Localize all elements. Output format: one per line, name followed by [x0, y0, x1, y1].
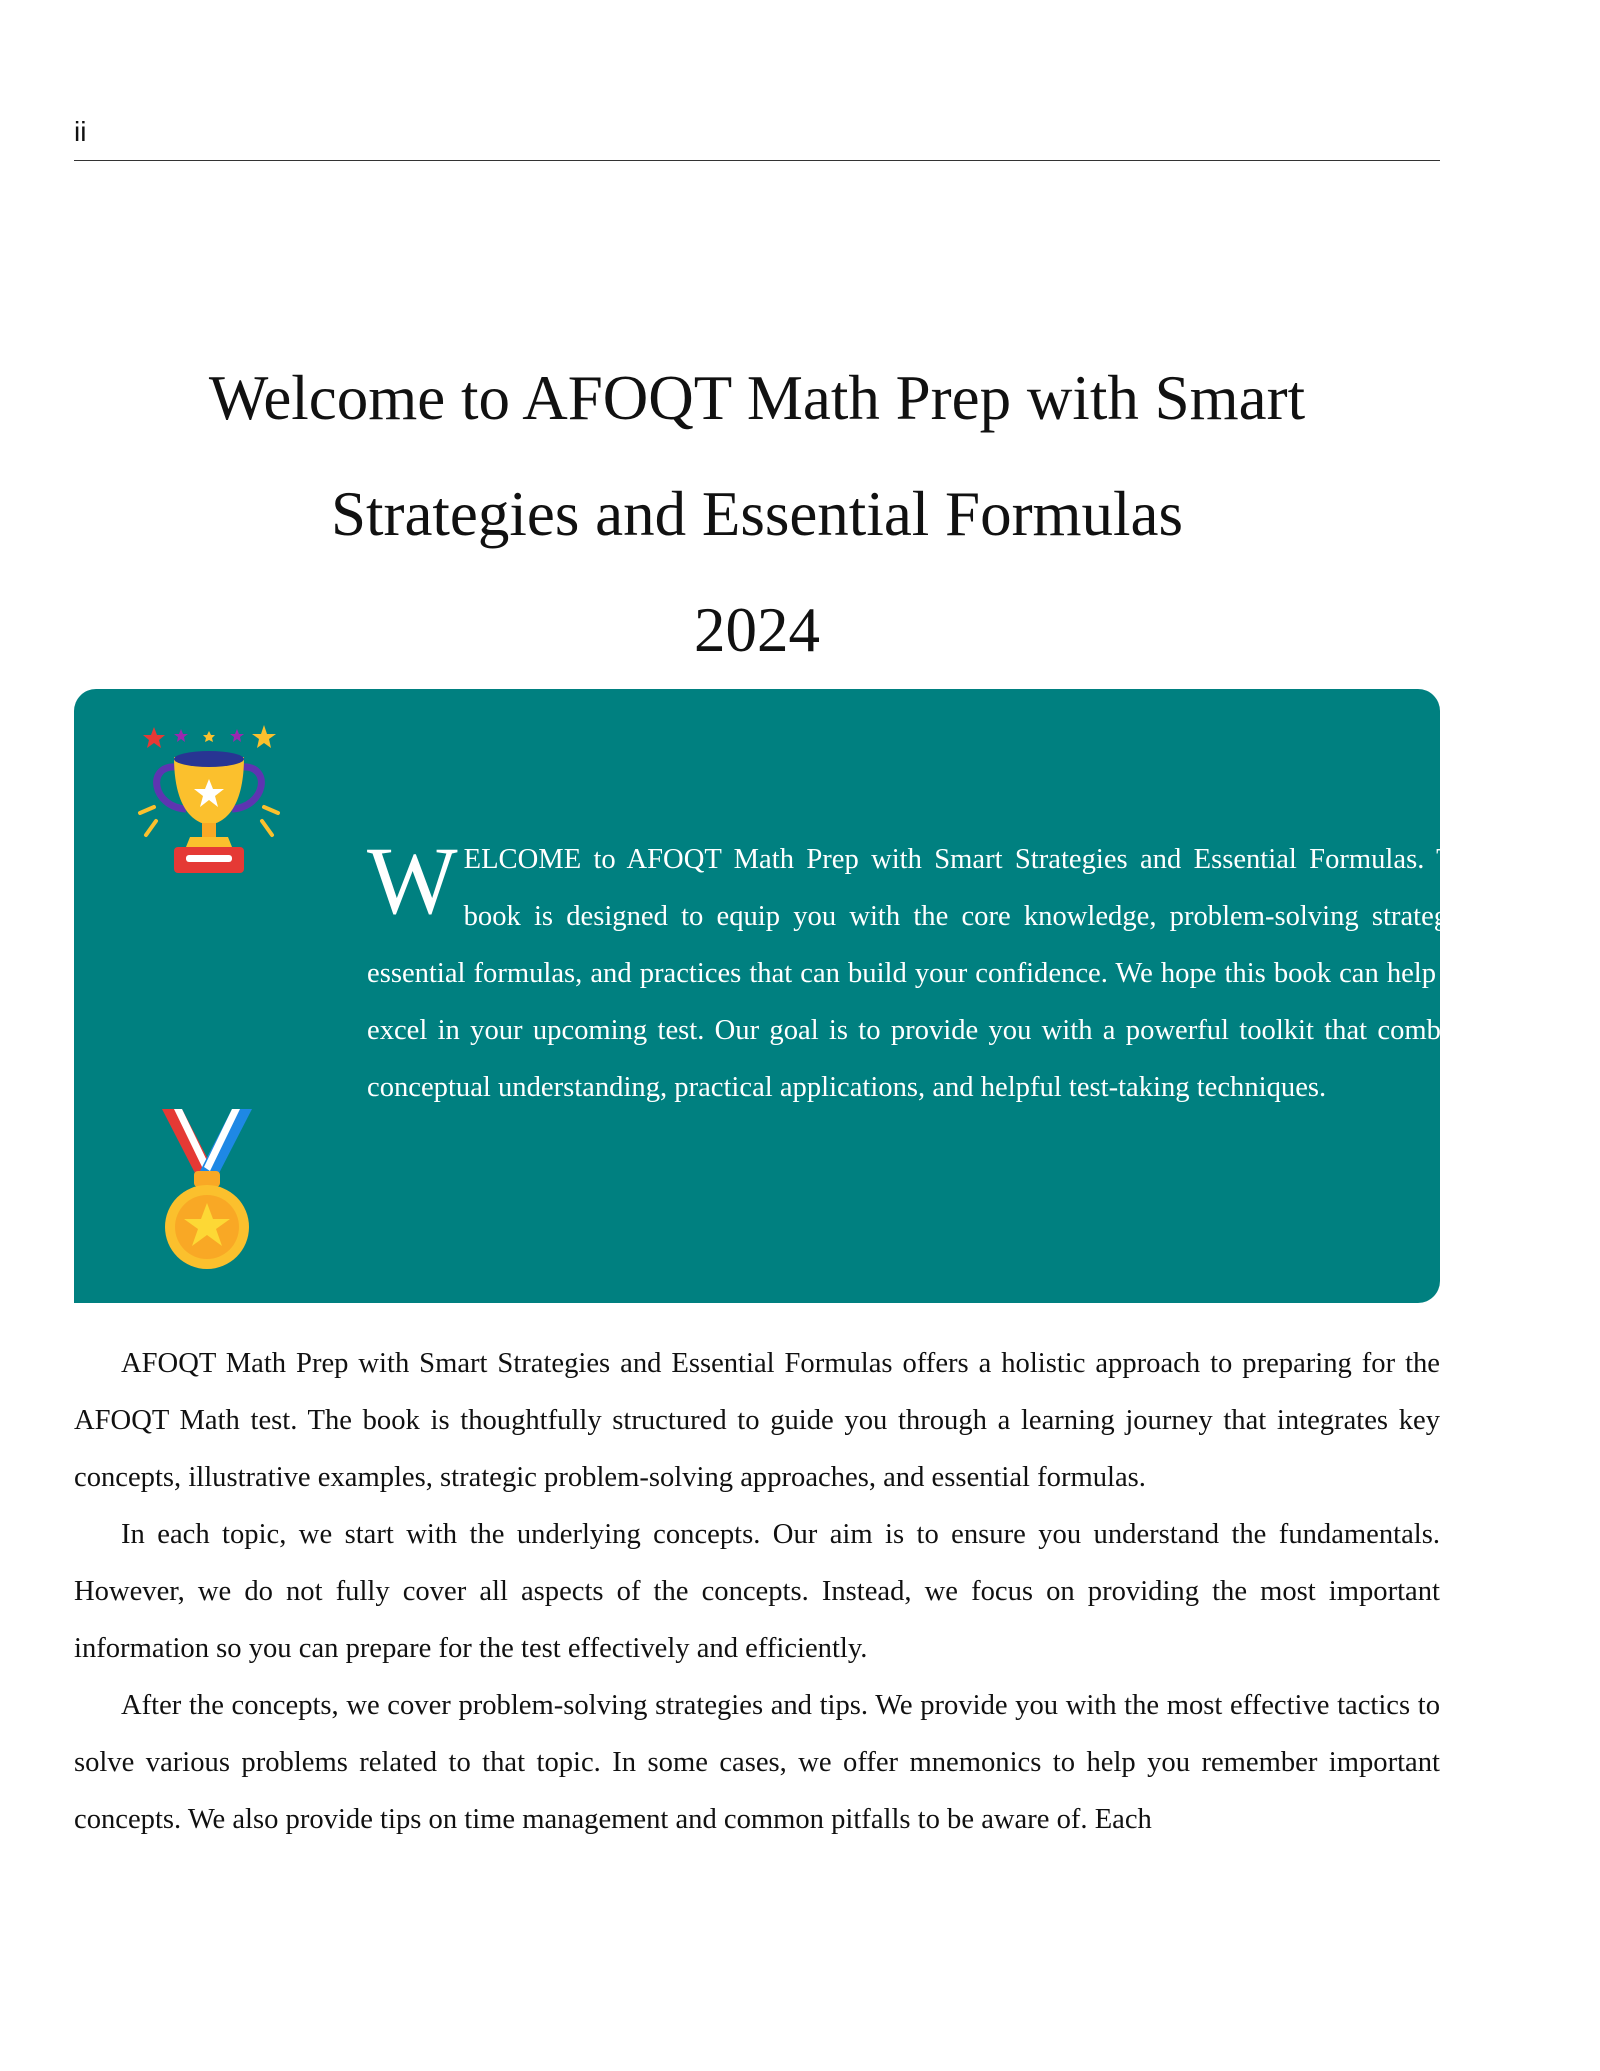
page-title	[74, 340, 1440, 688]
title-year: 2024	[694, 595, 820, 665]
title-line-2: Strategies and Essential Formulas	[330, 479, 1184, 549]
body-paragraph-1: AFOQT Math Prep with Smart Strategies and Essential Formulas offers a holistic approach to preparing for the AFOQT Math test. The book is thoughtfully structured to guide you through a learning journey that integrates key concepts, illustrative examples, strategic problem-solving approaches, and essential formulas.	[74, 1348, 1440, 1493]
medal-icon	[152, 1109, 262, 1274]
body-paragraph-3: After the concepts, we cover problem-solving strategies and tips. We provide you with the most effective tactics to solve various problems related to that topic. In some cases, we offer mnemonics to help you remember important concepts. We also provide tips on time management and common pitfalls to be aware of. Each	[74, 1690, 1440, 1835]
drop-cap: W	[367, 827, 458, 934]
trophy-icon	[134, 717, 284, 877]
header-rule	[74, 160, 1440, 161]
welcome-text: ELCOME to AFOQT Math Prep with Smart Strategies and Essential Formulas. This book is designed to equip you with the core knowledge, problem-solving strategies, essential formulas, and practices that can build your confidence. We hope this book can help you excel in your upcoming test. Our goal is to provide you with a powerful toolkit that combines conceptual understanding, practical applications, and helpful test-taking techniques.	[367, 844, 1487, 1103]
welcome-paragraph	[367, 827, 1487, 1116]
welcome-box	[74, 689, 1487, 1303]
page-number: ii	[74, 116, 87, 147]
body-paragraph-2: In each topic, we start with the underlying concepts. Our aim is to ensure you understand the fundamentals. However, we do not fully cover all aspects of the concepts. Instead, we focus on providing the most important information so you can prepare for the test effectively and efficiently.	[74, 1519, 1440, 1664]
body-text	[74, 1335, 1440, 1848]
title-line-1: Welcome to AFOQT Math Prep with Smart	[208, 363, 1306, 433]
